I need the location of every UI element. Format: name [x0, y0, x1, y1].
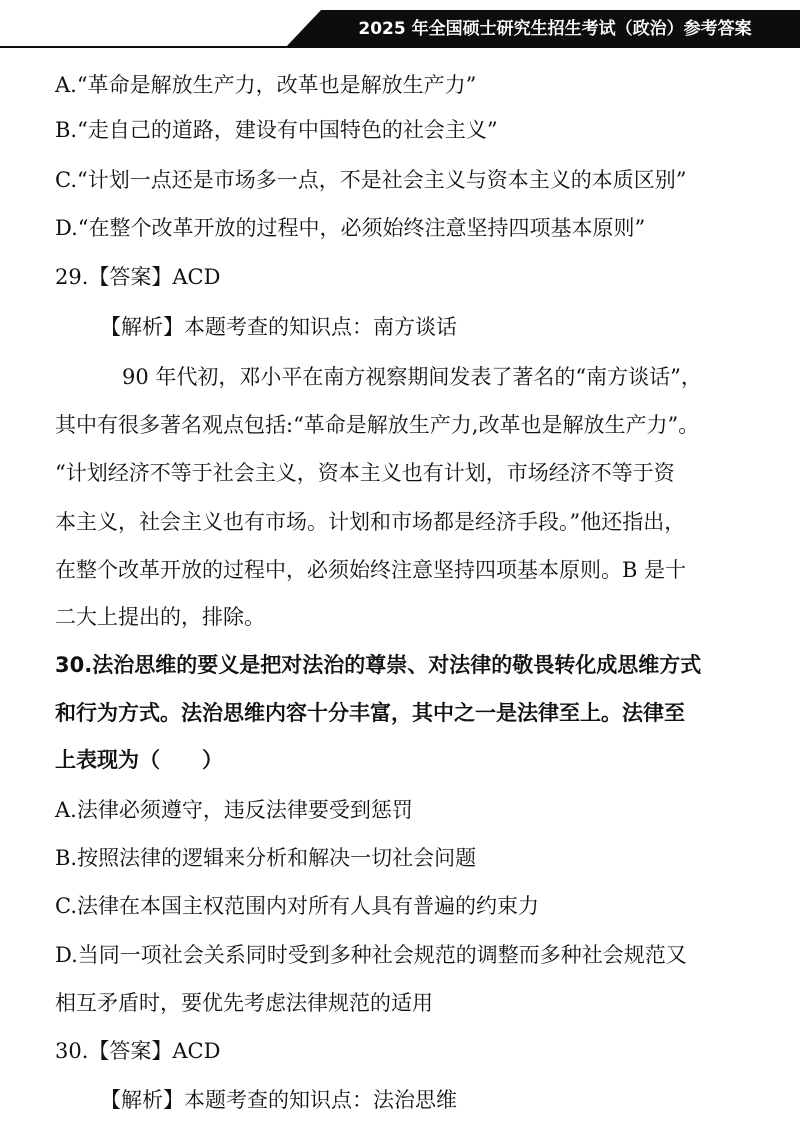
- q30-option-b: B.按照法律的逻辑来分析和解决一切社会问题: [55, 846, 477, 870]
- header-divider: [0, 46, 800, 48]
- q28-option-a: A.“革命是解放生产力，改革也是解放生产力”: [55, 73, 477, 97]
- q30-option-d-continued: 相互矛盾时，要优先考虑法律规范的适用: [55, 991, 433, 1015]
- q30-question-line: 和行为方式。法治思维内容十分丰富，其中之一是法律至上。法律至: [55, 701, 685, 725]
- q29-answer: 29.【答案】ACD: [55, 265, 221, 289]
- page-header-title: 2025 年全国硕士研究生招生考试（政治）参考答案: [358, 19, 752, 39]
- q29-analysis-line: “计划经济不等于社会主义，资本主义也有计划，市场经济不等于资: [55, 461, 675, 485]
- q28-option-b: B.“走自己的道路，建设有中国特色的社会主义”: [55, 118, 498, 142]
- q30-question-line: 30.法治思维的要义是把对法治的尊崇、对法律的敬畏转化成思维方式: [55, 653, 702, 677]
- q29-analysis-line: 二大上提出的，排除。: [55, 605, 265, 629]
- q29-analysis-line: 在整个改革开放的过程中，必须始终注意坚持四项基本原则。B 是十: [55, 558, 687, 582]
- q30-option-a: A.法律必须遵守，违反法律要受到惩罚: [55, 798, 413, 822]
- q29-analysis-line: 其中有很多著名观点包括:“革命是解放生产力,改革也是解放生产力”。: [55, 413, 700, 437]
- q30-analysis-title: 【解析】本题考查的知识点：法治思维: [100, 1088, 457, 1112]
- q30-answer: 30.【答案】ACD: [55, 1039, 221, 1063]
- q28-option-c: C.“计划一点还是市场多一点，不是社会主义与资本主义的本质区别”: [55, 168, 687, 192]
- q29-analysis-line: 90 年代初，邓小平在南方视察期间发表了著名的“南方谈话”，: [122, 365, 702, 389]
- q29-analysis-line: 本主义，社会主义也有市场。计划和市场都是经济手段。”他还指出，: [55, 510, 686, 534]
- q30-option-c: C.法律在本国主权范围内对所有人具有普遍的约束力: [55, 894, 539, 918]
- q29-analysis-title: 【解析】本题考查的知识点：南方谈话: [100, 315, 457, 339]
- q30-option-d: D.当同一项社会关系同时受到多种社会规范的调整而多种社会规范又: [55, 943, 687, 967]
- q30-question-line: 上表现为（ ）: [55, 748, 223, 772]
- q28-option-d: D.“在整个改革开放的过程中，必须始终注意坚持四项基本原则”: [55, 216, 646, 240]
